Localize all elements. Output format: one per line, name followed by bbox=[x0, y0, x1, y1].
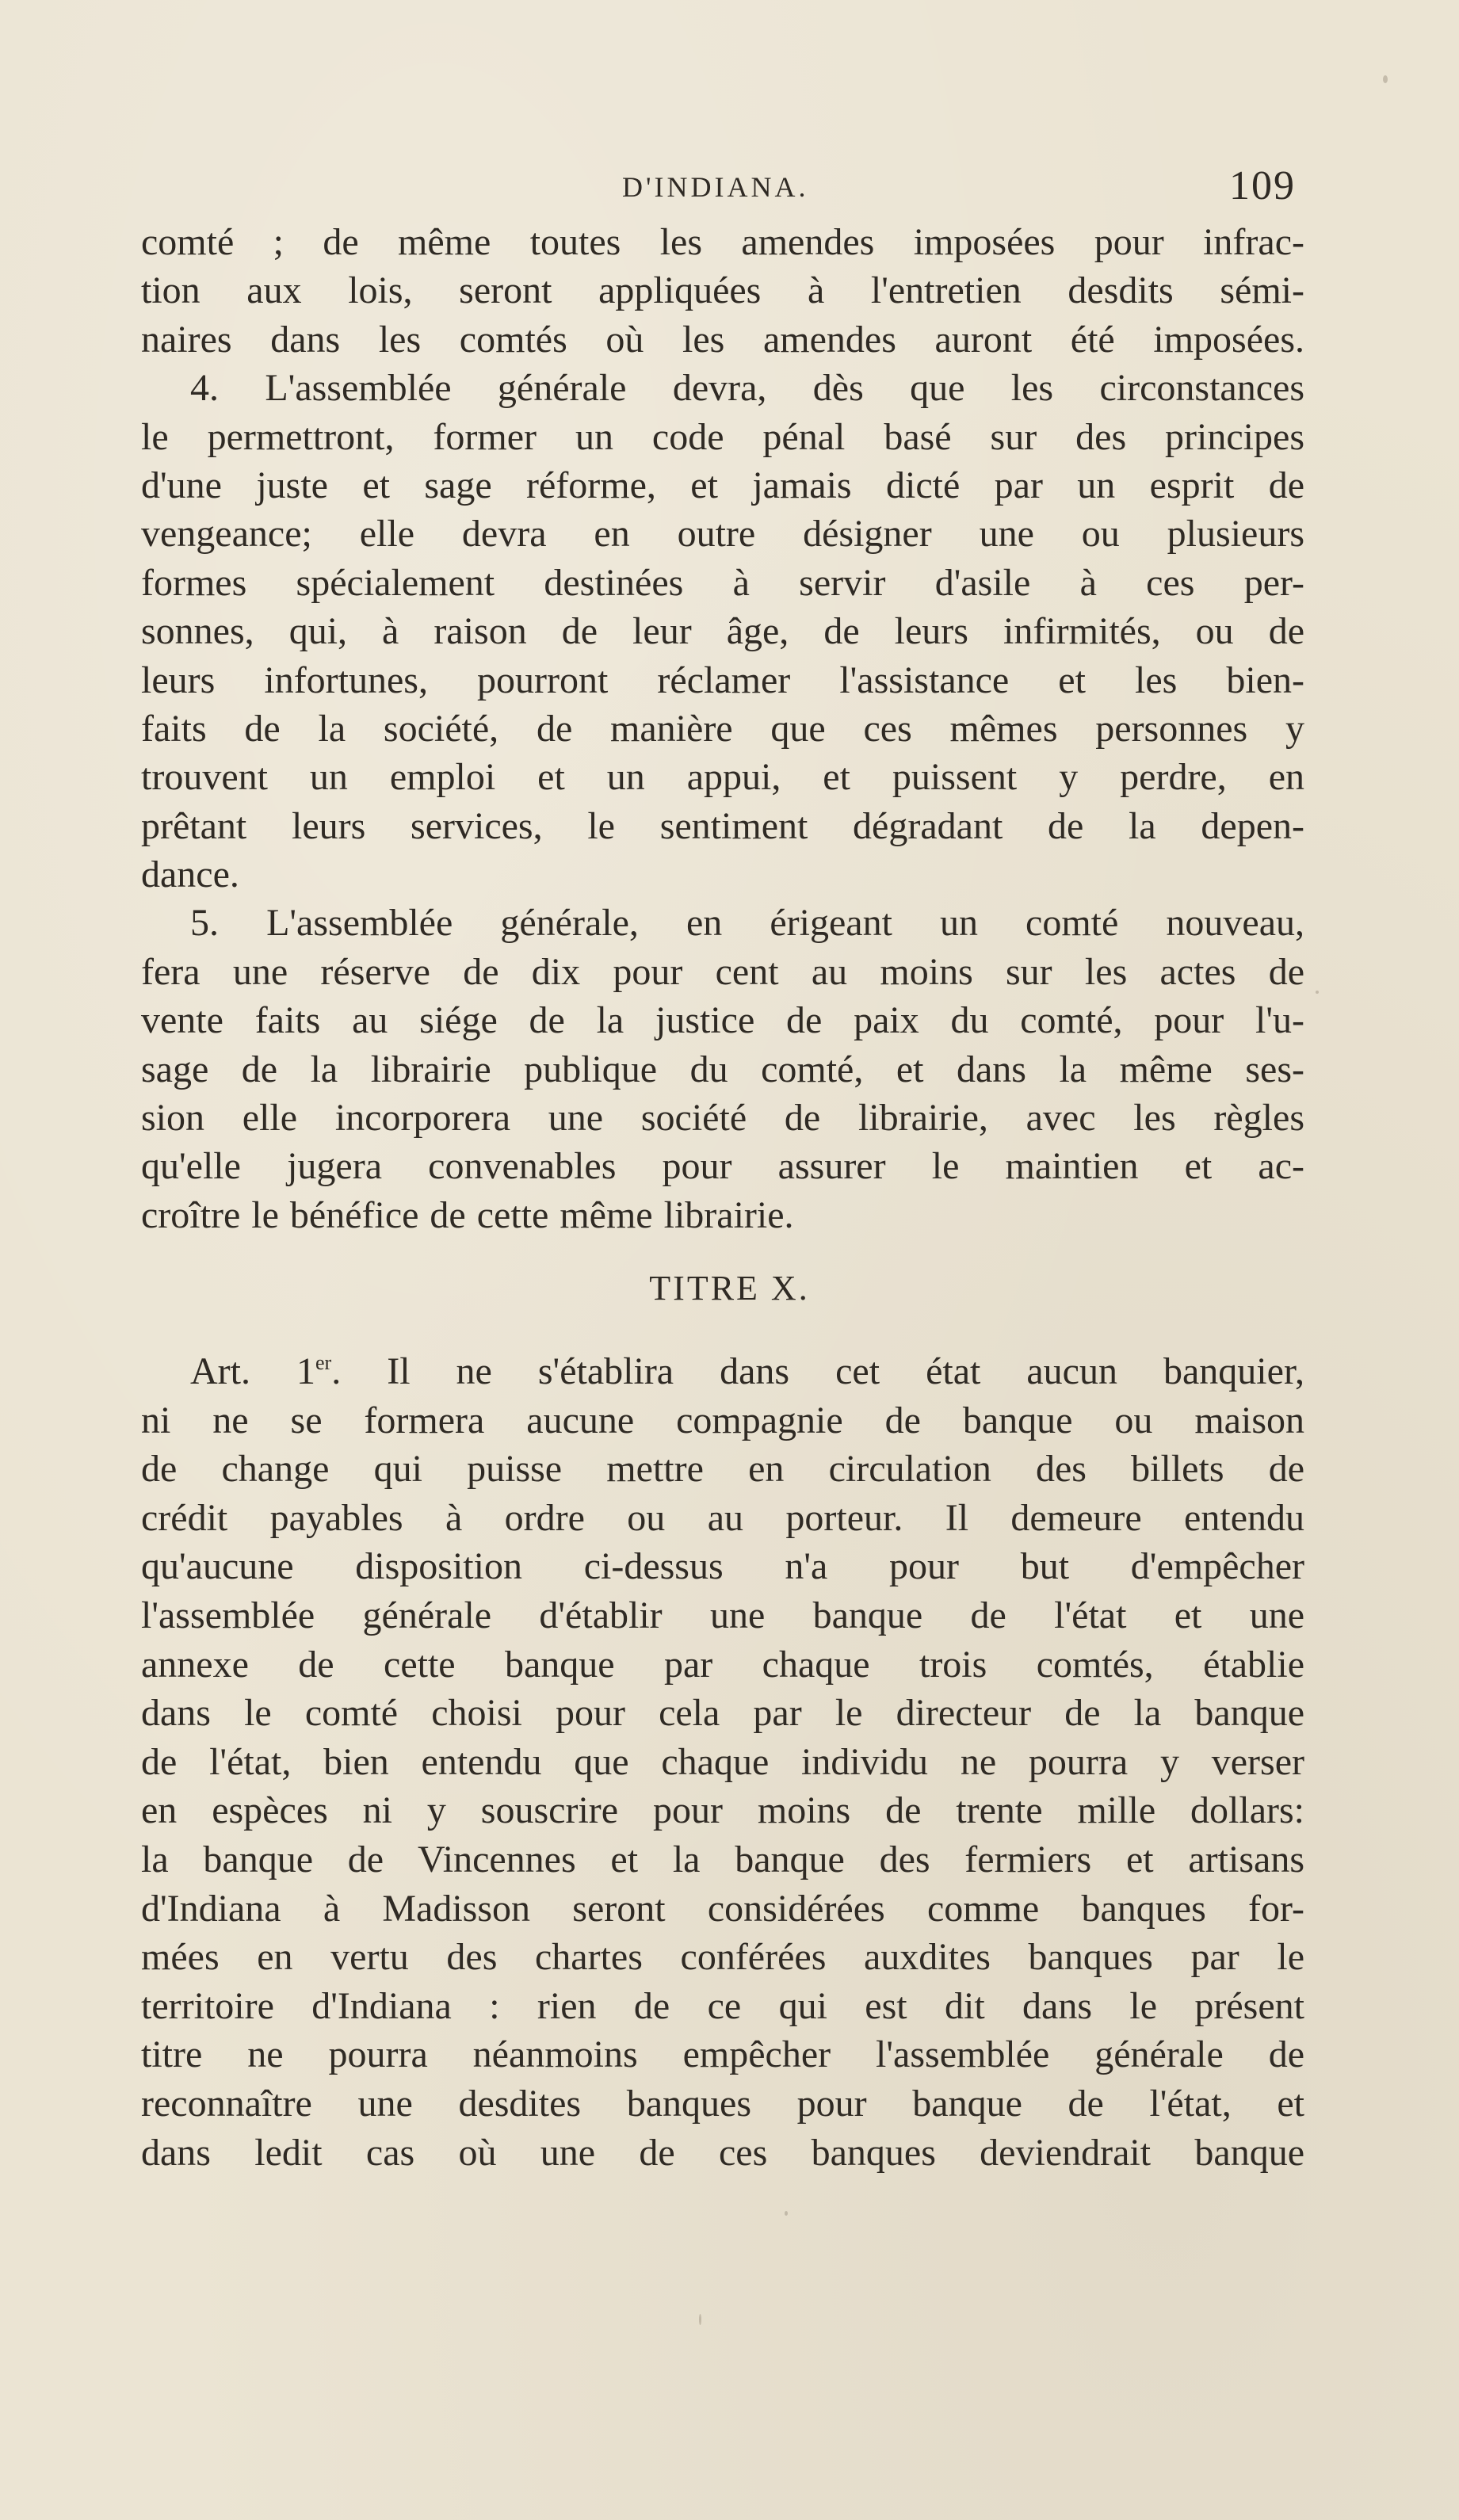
text-line: tion aux lois, seront appliquées à l'entretien desdits sémi- bbox=[141, 269, 1304, 312]
text-line: formes spécialement destinées à servir d'asile à ces per- bbox=[141, 561, 1304, 604]
text-line: naires dans les comtés où les amendes auront été imposées. bbox=[141, 318, 1304, 361]
text-line: trouvent un emploi et un appui, et puissent y perdre, en bbox=[141, 756, 1304, 799]
paper-speck bbox=[785, 2211, 788, 2216]
paper-speck bbox=[1316, 991, 1319, 994]
page-number: 109 bbox=[1229, 163, 1296, 208]
text-line: fera une réserve de dix pour cent au moins sur les actes de bbox=[141, 950, 1304, 993]
text-line: croître le bénéfice de cette même librairie. bbox=[141, 1193, 794, 1236]
text-line: sonnes, qui, à raison de leur âge, de leurs infirmités, ou de bbox=[141, 610, 1304, 653]
page-header bbox=[139, 162, 1304, 210]
article-first-line bbox=[141, 1347, 1304, 1396]
text-line: sage de la librairie publique du comté, et dans la même ses- bbox=[141, 1048, 1304, 1090]
text-line: l'assemblée générale d'établir une banque de l'état et une bbox=[141, 1594, 1304, 1636]
paper-speck bbox=[699, 2314, 701, 2325]
text-line: titre ne pourra néanmoins empêcher l'assemblée générale de bbox=[141, 2033, 1304, 2076]
text-line: leurs infortunes, pourront réclamer l'assistance et les bien- bbox=[141, 659, 1304, 701]
article-label: Art. 1 bbox=[190, 1350, 315, 1392]
text-line: en espèces ni y souscrire pour moins de trente mille dollars: bbox=[141, 1789, 1304, 1832]
text-line: qu'elle jugera convenables pour assurer le maintien et ac- bbox=[141, 1145, 1304, 1188]
text-line: territoire d'Indiana : rien de ce qui est dit dans le présent bbox=[141, 1984, 1304, 2027]
text-line: de change qui puisse mettre en circulation des billets de bbox=[141, 1448, 1304, 1491]
text-line: faits de la société, de manière que ces mêmes personnes y bbox=[141, 707, 1304, 750]
text-line: d'une juste et sage réforme, et jamais dicté par un esprit de bbox=[141, 464, 1304, 506]
text-line: reconnaître une desdites banques pour banque de l'état, et bbox=[141, 2082, 1304, 2125]
paper-speck bbox=[1383, 75, 1388, 83]
text-line: le permettront, former un code pénal basé sur des principes bbox=[141, 415, 1304, 458]
text-line: de l'état, bien entendu que chaque individu ne pourra y verser bbox=[141, 1740, 1304, 1783]
text-line: annexe de cette banque par chaque trois comtés, établie bbox=[141, 1643, 1304, 1686]
text-line: dans le comté choisi pour cela par le directeur de la banque bbox=[141, 1692, 1304, 1735]
text-line: 5. L'assemblée générale, en érigeant un comté nouveau, bbox=[190, 902, 1304, 945]
text-line: dans ledit cas où une de ces banques deviendrait banque bbox=[141, 2131, 1304, 2174]
body-text-section-2 bbox=[141, 1347, 1304, 2177]
text-line: la banque de Vincennes et la banque des fermiers et artisans bbox=[141, 1838, 1304, 1880]
text-line: qu'aucune disposition ci-dessus n'a pour but d'empêcher bbox=[141, 1545, 1304, 1588]
text-line: dance. bbox=[141, 853, 239, 896]
body-text-section-1 bbox=[141, 218, 1304, 1239]
text-line: mées en vertu des chartes conférées auxdites banques par le bbox=[141, 1936, 1304, 1979]
text-line: 4. L'assemblée générale devra, dès que les circonstances bbox=[190, 367, 1304, 410]
text-line: vente faits au siége de la justice de paix du comté, pour l'u- bbox=[141, 999, 1304, 1042]
article-first-line-text: . Il ne s'établira dans cet état aucun banquier, bbox=[331, 1350, 1305, 1392]
running-head: D'INDIANA. bbox=[622, 171, 809, 203]
text-line: comté ; de même toutes les amendes imposées pour infrac- bbox=[141, 221, 1304, 263]
section-heading: TITRE X. bbox=[649, 1269, 810, 1308]
article-superscript: er bbox=[315, 1351, 332, 1374]
text-line: sion elle incorporera une société de librairie, avec les règles bbox=[141, 1097, 1304, 1140]
text-line: vengeance; elle devra en outre désigner une ou plusieurs bbox=[141, 513, 1304, 556]
text-line: crédit payables à ordre ou au porteur. Il demeure entendu bbox=[141, 1496, 1304, 1539]
text-line: prêtant leurs services, le sentiment dégradant de la depen- bbox=[141, 804, 1304, 847]
text-line: d'Indiana à Madisson seront considérées comme banques for- bbox=[141, 1887, 1304, 1930]
text-line: ni ne se formera aucune compagnie de banque ou maison bbox=[141, 1399, 1304, 1441]
